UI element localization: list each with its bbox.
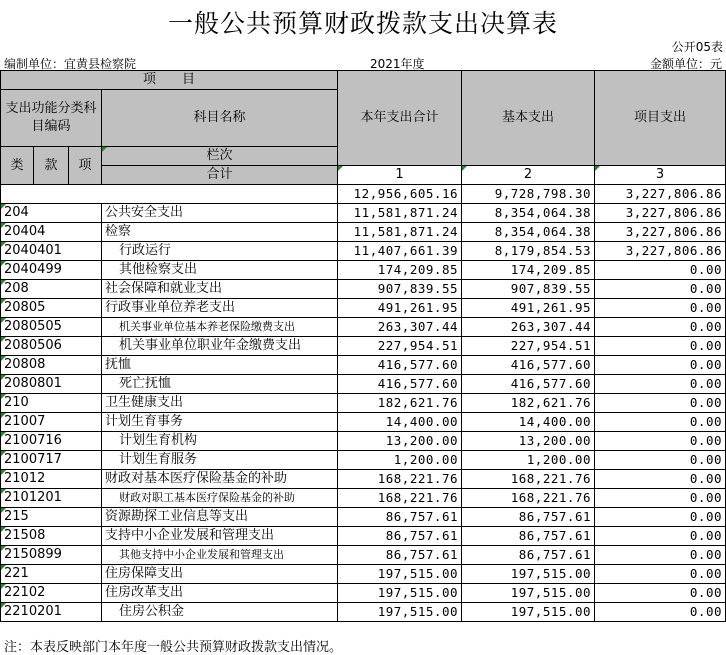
- row-total: 263,307.44: [338, 318, 462, 337]
- row-code: 2101201: [1, 489, 102, 508]
- header-lanci: 栏次: [102, 147, 338, 166]
- table-row: [1, 337, 726, 356]
- row-code: 2100717: [1, 451, 102, 470]
- row-total: 197,515.00: [338, 565, 462, 584]
- summary-spacer: [1, 185, 338, 204]
- row-name: 住房改革支出: [102, 584, 338, 603]
- table-row: [1, 242, 726, 261]
- row-total: 86,757.61: [338, 527, 462, 546]
- table-row: [1, 261, 726, 280]
- row-basic: 907,839.55: [462, 280, 595, 299]
- row-total: 907,839.55: [338, 280, 462, 299]
- row-total: 11,581,871.24: [338, 204, 462, 223]
- header-xiang: 项: [69, 147, 102, 185]
- row-total: 416,577.60: [338, 356, 462, 375]
- col-number-2: 2: [462, 166, 595, 185]
- expenditure-table: [0, 70, 726, 622]
- col-number-1: 1: [338, 166, 462, 185]
- row-name: 机关事业单位职业年金缴费支出: [102, 337, 338, 356]
- row-project: 0.00: [595, 470, 726, 489]
- row-name: 计划生育服务: [102, 451, 338, 470]
- row-project: 0.00: [595, 394, 726, 413]
- header-total: 本年支出合计: [338, 71, 462, 166]
- row-project: 0.00: [595, 280, 726, 299]
- report-meta-line: [0, 55, 726, 71]
- row-code: 2080505: [1, 318, 102, 337]
- row-total: 14,400.00: [338, 413, 462, 432]
- summary-total: 12,956,605.16: [338, 185, 462, 204]
- table-row: [1, 280, 726, 299]
- row-basic: 8,179,854.53: [462, 242, 595, 261]
- row-basic: 168,221.76: [462, 489, 595, 508]
- table-body: [1, 204, 726, 622]
- header-basic: 基本支出: [462, 71, 595, 166]
- row-name: 住房公积金: [102, 603, 338, 622]
- form-number: 公开05表: [671, 40, 723, 54]
- row-total: 11,581,871.24: [338, 223, 462, 242]
- row-total: 416,577.60: [338, 375, 462, 394]
- summary-label: 合计: [102, 166, 338, 185]
- row-total: 86,757.61: [338, 508, 462, 527]
- header-name: 科目名称: [102, 90, 338, 147]
- row-project: 0.00: [595, 261, 726, 280]
- table-row: [1, 603, 726, 622]
- row-total: 86,757.61: [338, 546, 462, 565]
- footnote: 注：本表反映部门本年度一般公共预算财政拨款支出情况。: [4, 640, 343, 655]
- header-item: 项 目: [1, 71, 338, 90]
- row-name: 财政对职工基本医疗保险基金的补助: [102, 489, 338, 508]
- row-name: 资源勘探工业信息等支出: [102, 508, 338, 527]
- row-code: 22102: [1, 584, 102, 603]
- row-basic: 263,307.44: [462, 318, 595, 337]
- row-name: 其他检察支出: [102, 261, 338, 280]
- row-name: 住房保障支出: [102, 565, 338, 584]
- row-name: 社会保障和就业支出: [102, 280, 338, 299]
- row-basic: 8,354,064.38: [462, 223, 595, 242]
- row-basic: 1,200.00: [462, 451, 595, 470]
- row-code: 2210201: [1, 603, 102, 622]
- row-basic: 168,221.76: [462, 470, 595, 489]
- row-total: 491,261.95: [338, 299, 462, 318]
- row-project: 0.00: [595, 603, 726, 622]
- table-row: [1, 223, 726, 242]
- row-name: 计划生育事务: [102, 413, 338, 432]
- table-row: [1, 584, 726, 603]
- summary-project: 3,227,806.86: [595, 185, 726, 204]
- row-project: 3,227,806.86: [595, 223, 726, 242]
- unit-label: 金额单位：元: [649, 57, 722, 71]
- row-name: 行政运行: [102, 242, 338, 261]
- row-total: 11,407,661.39: [338, 242, 462, 261]
- row-code: 2040401: [1, 242, 102, 261]
- header-lei: 类: [1, 147, 34, 185]
- row-basic: 86,757.61: [462, 546, 595, 565]
- row-project: 0.00: [595, 375, 726, 394]
- row-code: 215: [1, 508, 102, 527]
- row-project: 0.00: [595, 356, 726, 375]
- row-total: 168,221.76: [338, 489, 462, 508]
- row-basic: 197,515.00: [462, 603, 595, 622]
- table-row: [1, 527, 726, 546]
- row-name: 计划生育机构: [102, 432, 338, 451]
- row-total: 174,209.85: [338, 261, 462, 280]
- row-total: 182,621.76: [338, 394, 462, 413]
- row-code: 20808: [1, 356, 102, 375]
- row-project: 0.00: [595, 489, 726, 508]
- org-label: 编制单位：宜黄县检察院: [4, 57, 137, 71]
- row-total: 197,515.00: [338, 603, 462, 622]
- table-row: [1, 470, 726, 489]
- row-project: 0.00: [595, 508, 726, 527]
- row-total: 197,515.00: [338, 584, 462, 603]
- row-code: 2150899: [1, 546, 102, 565]
- row-name: 检察: [102, 223, 338, 242]
- row-project: 0.00: [595, 527, 726, 546]
- row-total: 227,954.51: [338, 337, 462, 356]
- report-title: 一般公共预算财政拨款支出决算表: [167, 9, 558, 38]
- row-basic: 174,209.85: [462, 261, 595, 280]
- row-code: 208: [1, 280, 102, 299]
- row-code: 21007: [1, 413, 102, 432]
- row-code: 210: [1, 394, 102, 413]
- row-code: 2100716: [1, 432, 102, 451]
- row-name: 财政对基本医疗保险基金的补助: [102, 470, 338, 489]
- table-row: [1, 204, 726, 223]
- row-basic: 14,400.00: [462, 413, 595, 432]
- row-code: 20404: [1, 223, 102, 242]
- row-code: 2080801: [1, 375, 102, 394]
- table-row: [1, 413, 726, 432]
- row-name: 行政事业单位养老支出: [102, 299, 338, 318]
- header-kuan: 款: [34, 147, 69, 185]
- row-project: 0.00: [595, 565, 726, 584]
- row-total: 13,200.00: [338, 432, 462, 451]
- table-row: [1, 508, 726, 527]
- table-row: [1, 432, 726, 451]
- row-basic: 416,577.60: [462, 375, 595, 394]
- row-project: 3,227,806.86: [595, 204, 726, 223]
- row-name: 公共安全支出: [102, 204, 338, 223]
- summary-basic: 9,728,798.30: [462, 185, 595, 204]
- row-name: 机关事业单位基本养老保险缴费支出: [102, 318, 338, 337]
- table-row: [1, 565, 726, 584]
- row-code: 21012: [1, 470, 102, 489]
- row-name: 卫生健康支出: [102, 394, 338, 413]
- row-project: 0.00: [595, 413, 726, 432]
- row-basic: 86,757.61: [462, 508, 595, 527]
- row-code: 221: [1, 565, 102, 584]
- row-basic: 197,515.00: [462, 584, 595, 603]
- row-basic: 227,954.51: [462, 337, 595, 356]
- table-row: [1, 299, 726, 318]
- row-basic: 182,621.76: [462, 394, 595, 413]
- row-project: 3,227,806.86: [595, 242, 726, 261]
- header-project: 项目支出: [595, 71, 726, 166]
- row-basic: 8,354,064.38: [462, 204, 595, 223]
- year-label: 2021年度: [370, 57, 425, 71]
- row-basic: 416,577.60: [462, 356, 595, 375]
- col-number-3: 3: [595, 166, 726, 185]
- header-code: 支出功能分类科目编码: [1, 90, 102, 147]
- table-row: [1, 394, 726, 413]
- table-row: [1, 546, 726, 565]
- table-row: [1, 375, 726, 394]
- row-code: 21508: [1, 527, 102, 546]
- table-header: [1, 71, 726, 204]
- table-row: [1, 489, 726, 508]
- row-project: 0.00: [595, 299, 726, 318]
- row-name: 抚恤: [102, 356, 338, 375]
- row-code: 20805: [1, 299, 102, 318]
- row-project: 0.00: [595, 451, 726, 470]
- table-row: [1, 318, 726, 337]
- row-code: 2040499: [1, 261, 102, 280]
- row-basic: 197,515.00: [462, 565, 595, 584]
- row-code: 2080506: [1, 337, 102, 356]
- table-row: [1, 451, 726, 470]
- row-project: 0.00: [595, 318, 726, 337]
- row-basic: 13,200.00: [462, 432, 595, 451]
- row-name: 支持中小企业发展和管理支出: [102, 527, 338, 546]
- row-basic: 491,261.95: [462, 299, 595, 318]
- row-name: 其他支持中小企业发展和管理支出: [102, 546, 338, 565]
- table-row: [1, 356, 726, 375]
- row-project: 0.00: [595, 337, 726, 356]
- row-project: 0.00: [595, 432, 726, 451]
- row-project: 0.00: [595, 546, 726, 565]
- row-name: 死亡抚恤: [102, 375, 338, 394]
- row-total: 168,221.76: [338, 470, 462, 489]
- row-total: 1,200.00: [338, 451, 462, 470]
- row-project: 0.00: [595, 584, 726, 603]
- row-code: 204: [1, 204, 102, 223]
- row-basic: 86,757.61: [462, 527, 595, 546]
